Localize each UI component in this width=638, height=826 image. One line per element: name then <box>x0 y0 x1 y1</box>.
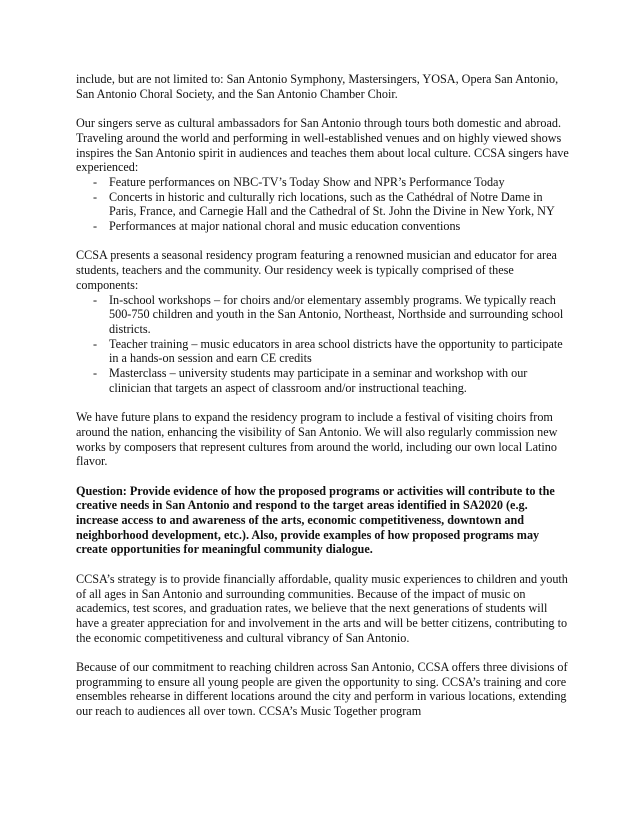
paragraph-commitment: Because of our commitment to reaching children across San Antonio, CCSA offers three divisions of programming to ensure all young people are given the opportunity to sing. CCSA’s training and core ensembles rehearse in different locations around the city and perform in various locations, extending our reach to audiences all over town. CCSA’s Music Together program <box>76 660 568 719</box>
paragraph-residency-program: CCSA presents a seasonal residency program featuring a renowned musician and educator for area students, teachers and the community. Our residency week is typically comprised of these components: <box>76 248 557 292</box>
residency-components-list <box>76 293 570 396</box>
paragraph-partner-list: include, but are not limited to: San Antonio Symphony, Mastersingers, YOSA, Opera San Antonio, San Antonio Choral Society, and the San Antonio Chamber Choir. <box>76 72 559 101</box>
spacer <box>76 234 570 249</box>
paragraph-cultural-ambassadors: Our singers serve as cultural ambassadors for San Antonio through tours both domestic and abroad. Traveling around the world and performing in well-established venues and on highly viewed shows inspires the San Antonio spirit in audiences and teaches them about local culture. CCSA singers have experienced: <box>76 116 569 175</box>
list-item: - Feature performances on NBC-TV’s Today Show and NPR’s Performance Today <box>76 175 570 190</box>
list-item: - Concerts in historic and culturally rich locations, such as the Cathédral of Notre Dame in Paris, France, and Carnegie Hall and the Cathedral of St. John the Divine in New York, NY <box>76 190 570 219</box>
list-item: - Teacher training – music educators in area school districts have the opportunity to participate in a hands-on session and earn CE credits <box>76 337 570 366</box>
list-item: - In-school workshops – for choirs and/or elementary assembly programs. We typically reach 500-750 children and youth in the San Antonio, Northeast, Northside and surrounding school districts. <box>76 293 570 337</box>
question-heading: Question: Provide evidence of how the proposed programs or activities will contribute to the creative needs in San Antonio and respond to the target areas identified in SA2020 (e.g. increase access to and awareness of the arts, economic competitiveness, downtown and neighborhood development, etc.). Also, provide examples of how proposed programs may create opportunities for meaningful community dialogue. <box>76 483 555 557</box>
list-item: - Performances at major national choral and music education conventions <box>76 219 570 234</box>
list-item: - Masterclass – university students may participate in a seminar and workshop with our clinician that targets an aspect of classroom and/or instructional teaching. <box>76 366 570 395</box>
spacer <box>76 395 570 410</box>
document-page <box>76 72 570 734</box>
paragraph-strategy: CCSA’s strategy is to provide financially affordable, quality music experiences to children and youth of all ages in San Antonio and surrounding communities. Because of the impact of music on academics, test scores, and graduation rates, we believe that the next generations of students will have a greater appreciation for and involvement in the arts and will be better citizens, contributing to the economic competitiveness and cultural vibrancy of San Antonio. <box>76 571 568 645</box>
paragraph-future-plans: We have future plans to expand the residency program to include a festival of visiting choirs from around the nation, enhancing the visibility of San Antonio. We will also regularly commission new works by composers that represent cultures from around the world, including our own local Latino flavor. <box>76 410 558 469</box>
experience-list <box>76 175 570 234</box>
